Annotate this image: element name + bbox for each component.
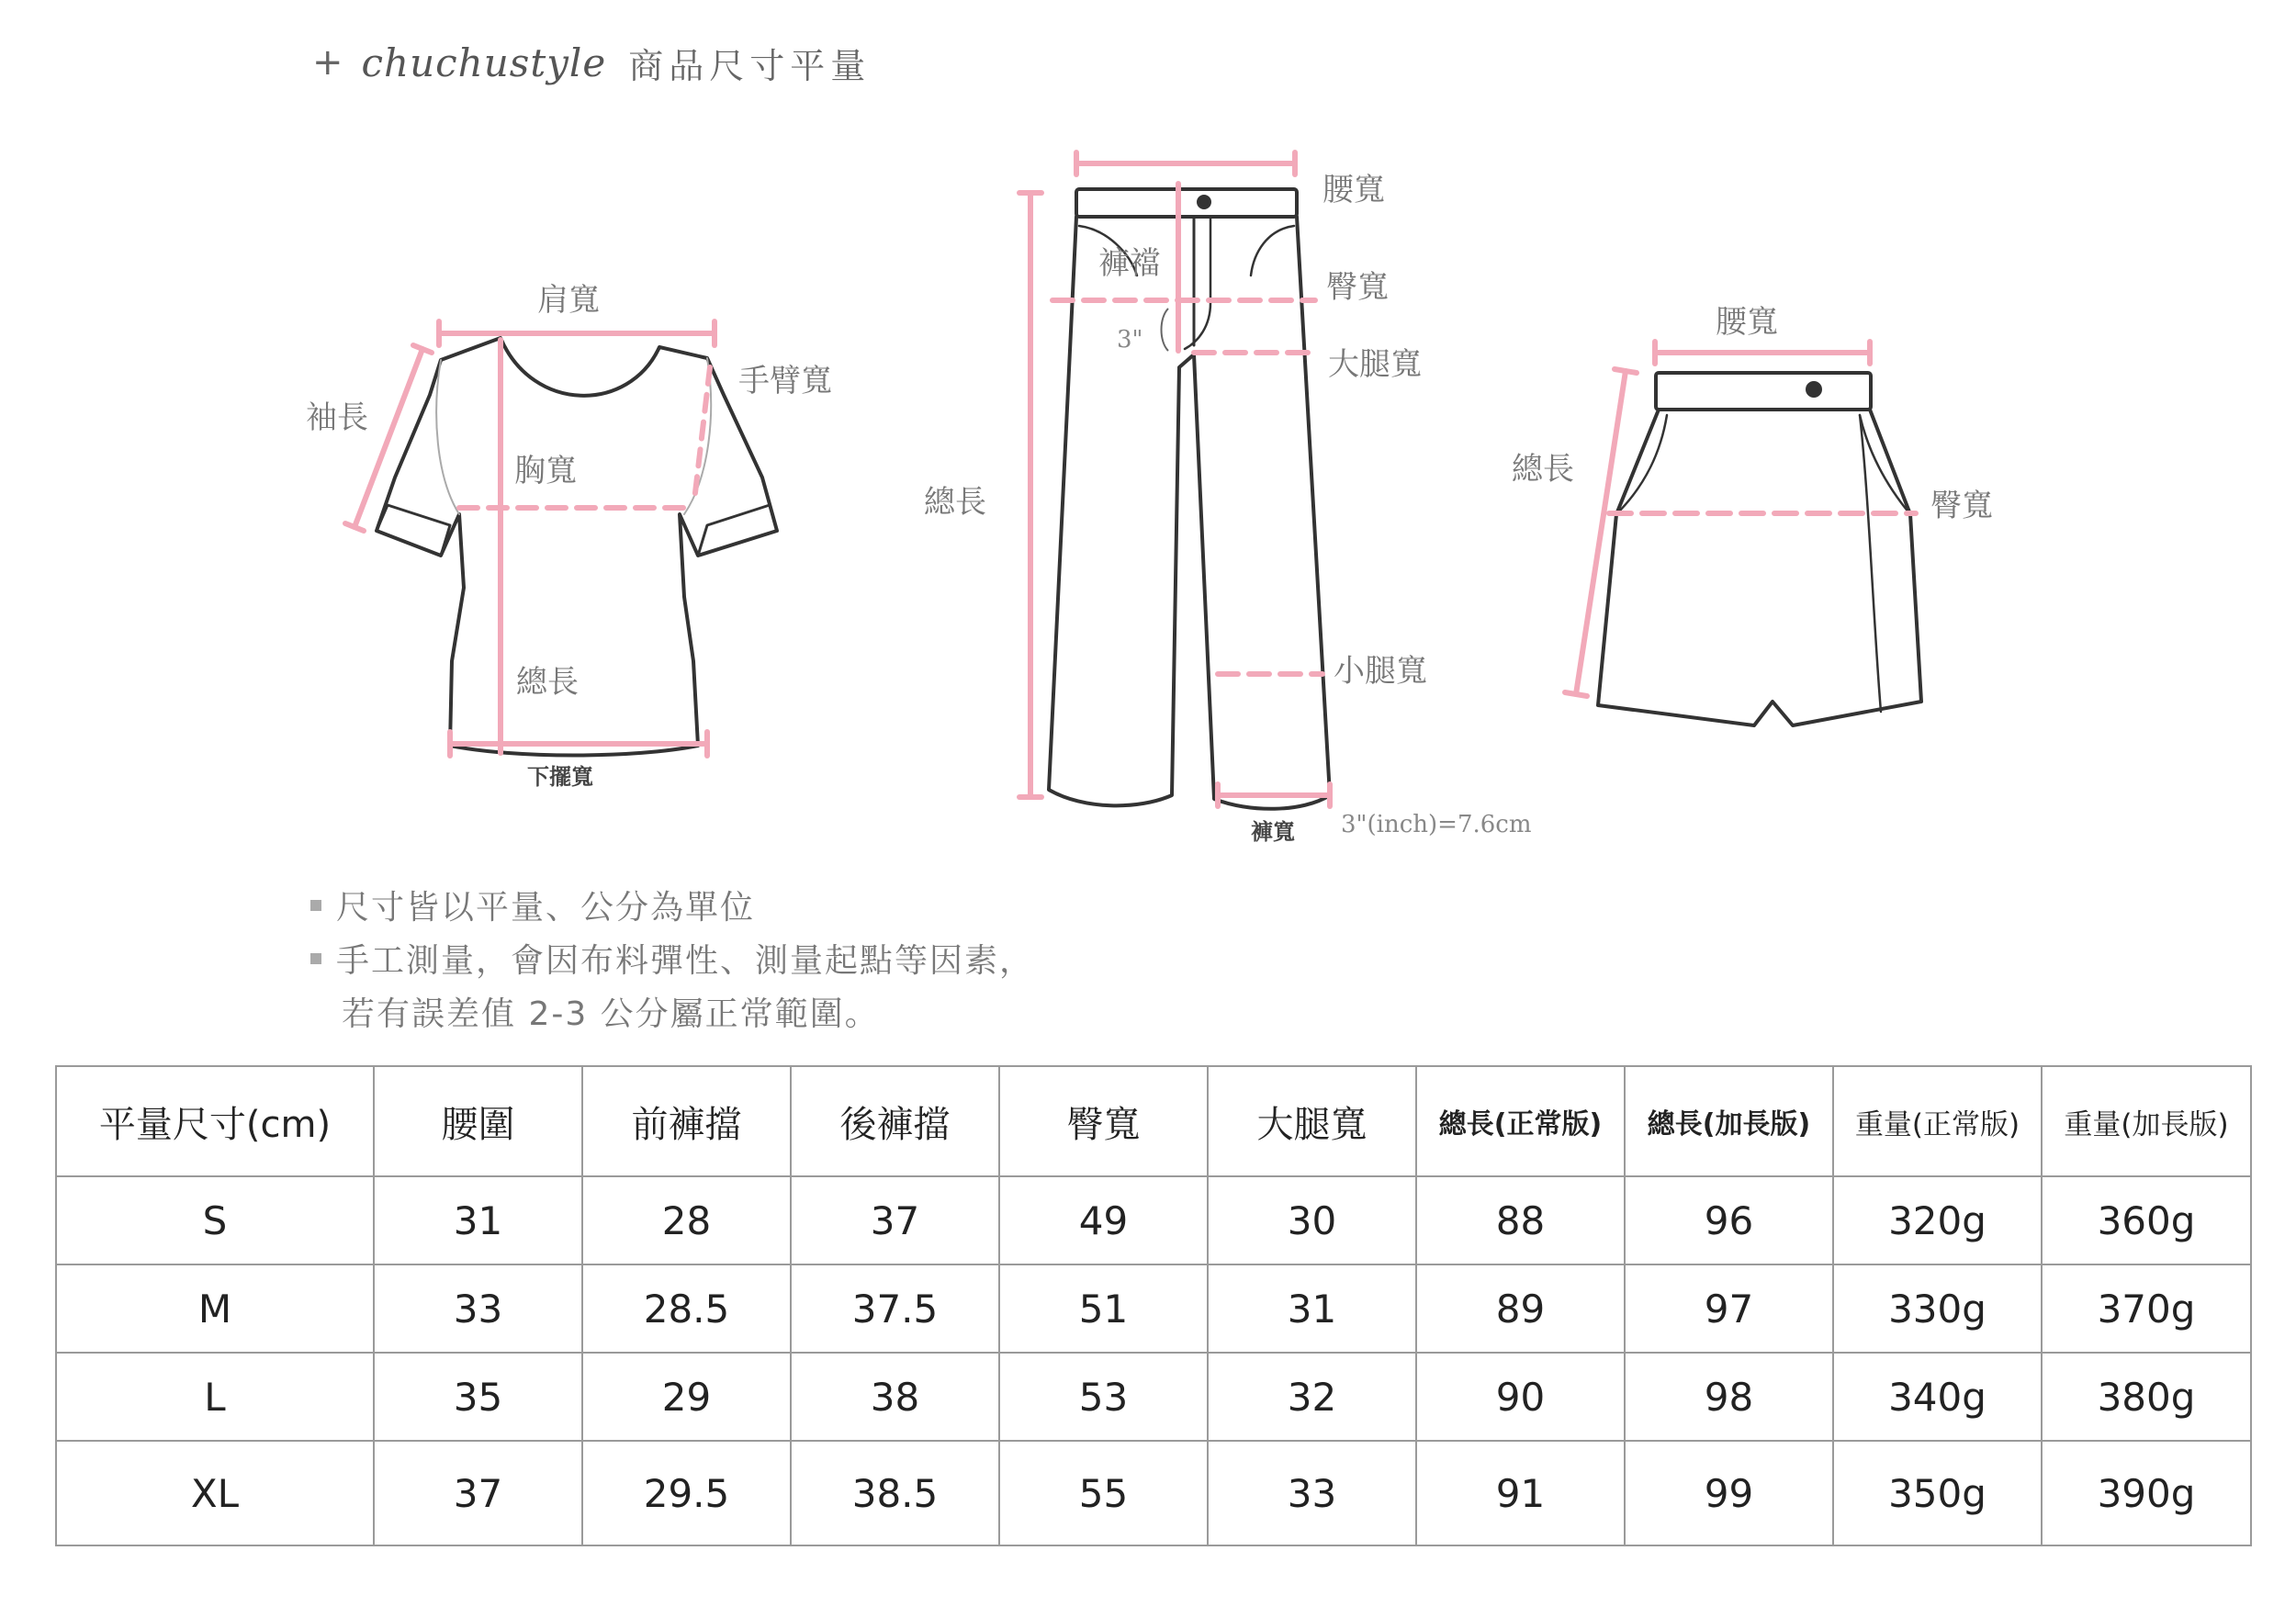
table-row <box>56 1176 2251 1264</box>
brand-logo: chuchustyle <box>361 39 607 85</box>
table-cell: M <box>56 1264 374 1353</box>
note-item: 手工測量，會因布料彈性、測量起點等因素， <box>310 935 1034 988</box>
skirt-hip-label: 臀寬 <box>1930 488 1993 524</box>
pants-inch-note: 3"(inch)=7.6cm <box>1341 811 1532 838</box>
table-row <box>56 1353 2251 1441</box>
tshirt-hem-label: 下擺寬 <box>527 764 593 790</box>
table-cell: 90 <box>1416 1353 1625 1441</box>
table-cell: 28 <box>582 1176 791 1264</box>
table-header-cell: 臀寬 <box>999 1066 1208 1176</box>
pants-length-label: 總長 <box>924 484 986 521</box>
table-cell: 360g <box>2042 1176 2251 1264</box>
table-cell: 340g <box>1833 1353 2042 1441</box>
skirt-length-label: 總長 <box>1512 451 1574 488</box>
pants-thigh-label: 大腿寬 <box>1328 346 1422 383</box>
table-cell: 29.5 <box>582 1441 791 1545</box>
table-row <box>56 1264 2251 1353</box>
table-cell: 37.5 <box>791 1264 999 1353</box>
table-header-cell: 總長(加長版) <box>1625 1066 1833 1176</box>
table-cell: 30 <box>1208 1176 1416 1264</box>
page-title: 商品尺寸平量 <box>628 45 872 86</box>
note-item: 若有誤差值 2-3 公分屬正常範圍。 <box>342 995 880 1033</box>
table-cell: 97 <box>1625 1264 1833 1353</box>
table-cell: 330g <box>1833 1264 2042 1353</box>
table-cell: 380g <box>2042 1353 2251 1441</box>
measurement-notes <box>310 882 1034 1041</box>
table-cell: 32 <box>1208 1353 1416 1441</box>
tshirt-shoulder-label: 肩寬 <box>537 282 600 319</box>
table-cell: 37 <box>374 1441 582 1545</box>
table-header-cell: 腰圍 <box>374 1066 582 1176</box>
table-cell: 99 <box>1625 1441 1833 1545</box>
table-header-cell: 前褲擋 <box>582 1066 791 1176</box>
table-header-cell: 重量(加長版) <box>2042 1066 2251 1176</box>
table-cell: 28.5 <box>582 1264 791 1353</box>
table-cell: 31 <box>1208 1264 1416 1353</box>
tshirt-sleeve-length-label: 袖長 <box>306 399 368 436</box>
table-row <box>56 1441 2251 1545</box>
tshirt-arm-width-label: 手臂寬 <box>738 363 832 399</box>
table-cell: 37 <box>791 1176 999 1264</box>
bullet-icon <box>310 953 321 964</box>
table-cell: 390g <box>2042 1441 2251 1545</box>
bullet-icon <box>310 900 321 911</box>
table-cell: 53 <box>999 1353 1208 1441</box>
table-header-cell: 總長(正常版) <box>1416 1066 1625 1176</box>
table-cell: S <box>56 1176 374 1264</box>
table-cell: 33 <box>1208 1441 1416 1545</box>
plus-icon: + <box>312 41 343 84</box>
pants-hem-label: 褲寬 <box>1251 819 1295 845</box>
skirt-waist-label: 腰寬 <box>1716 304 1778 341</box>
tshirt-length-label: 總長 <box>516 664 579 701</box>
pants-hip-label: 臀寬 <box>1326 269 1389 306</box>
table-cell: 35 <box>374 1353 582 1441</box>
table-cell: 55 <box>999 1441 1208 1545</box>
table-cell: 51 <box>999 1264 1208 1353</box>
table-header-cell: 重量(正常版) <box>1833 1066 2042 1176</box>
pants-waist-label: 腰寬 <box>1322 172 1385 208</box>
skirt-outline <box>1598 373 1921 725</box>
table-cell: 88 <box>1416 1176 1625 1264</box>
table-cell: 31 <box>374 1176 582 1264</box>
note-item: 尺寸皆以平量、公分為單位 <box>310 882 1034 935</box>
table-cell: 370g <box>2042 1264 2251 1353</box>
pants-rise-label: 褲襠 <box>1098 245 1161 282</box>
table-cell: XL <box>56 1441 374 1545</box>
table-cell: 98 <box>1625 1353 1833 1441</box>
size-table <box>55 1065 2252 1546</box>
table-cell: 33 <box>374 1264 582 1353</box>
table-cell: 49 <box>999 1176 1208 1264</box>
table-cell: 91 <box>1416 1441 1625 1545</box>
table-cell: 350g <box>1833 1441 2042 1545</box>
table-cell: 29 <box>582 1353 791 1441</box>
table-header-cell: 後褲擋 <box>791 1066 999 1176</box>
tshirt-chest-label: 胸寬 <box>514 453 577 489</box>
table-cell: 38.5 <box>791 1441 999 1545</box>
table-cell: 38 <box>791 1353 999 1441</box>
table-cell: 89 <box>1416 1264 1625 1353</box>
table-cell: L <box>56 1353 374 1441</box>
table-header-cell: 大腿寬 <box>1208 1066 1416 1176</box>
table-cell: 320g <box>1833 1176 2042 1264</box>
table-cell: 96 <box>1625 1176 1833 1264</box>
pants-three-inch-label: 3" <box>1117 326 1143 354</box>
pants-outline <box>1049 189 1330 809</box>
table-header-cell: 平量尺寸(cm) <box>56 1066 374 1176</box>
table-header-row <box>56 1066 2251 1176</box>
pants-calf-label: 小腿寬 <box>1334 653 1427 690</box>
